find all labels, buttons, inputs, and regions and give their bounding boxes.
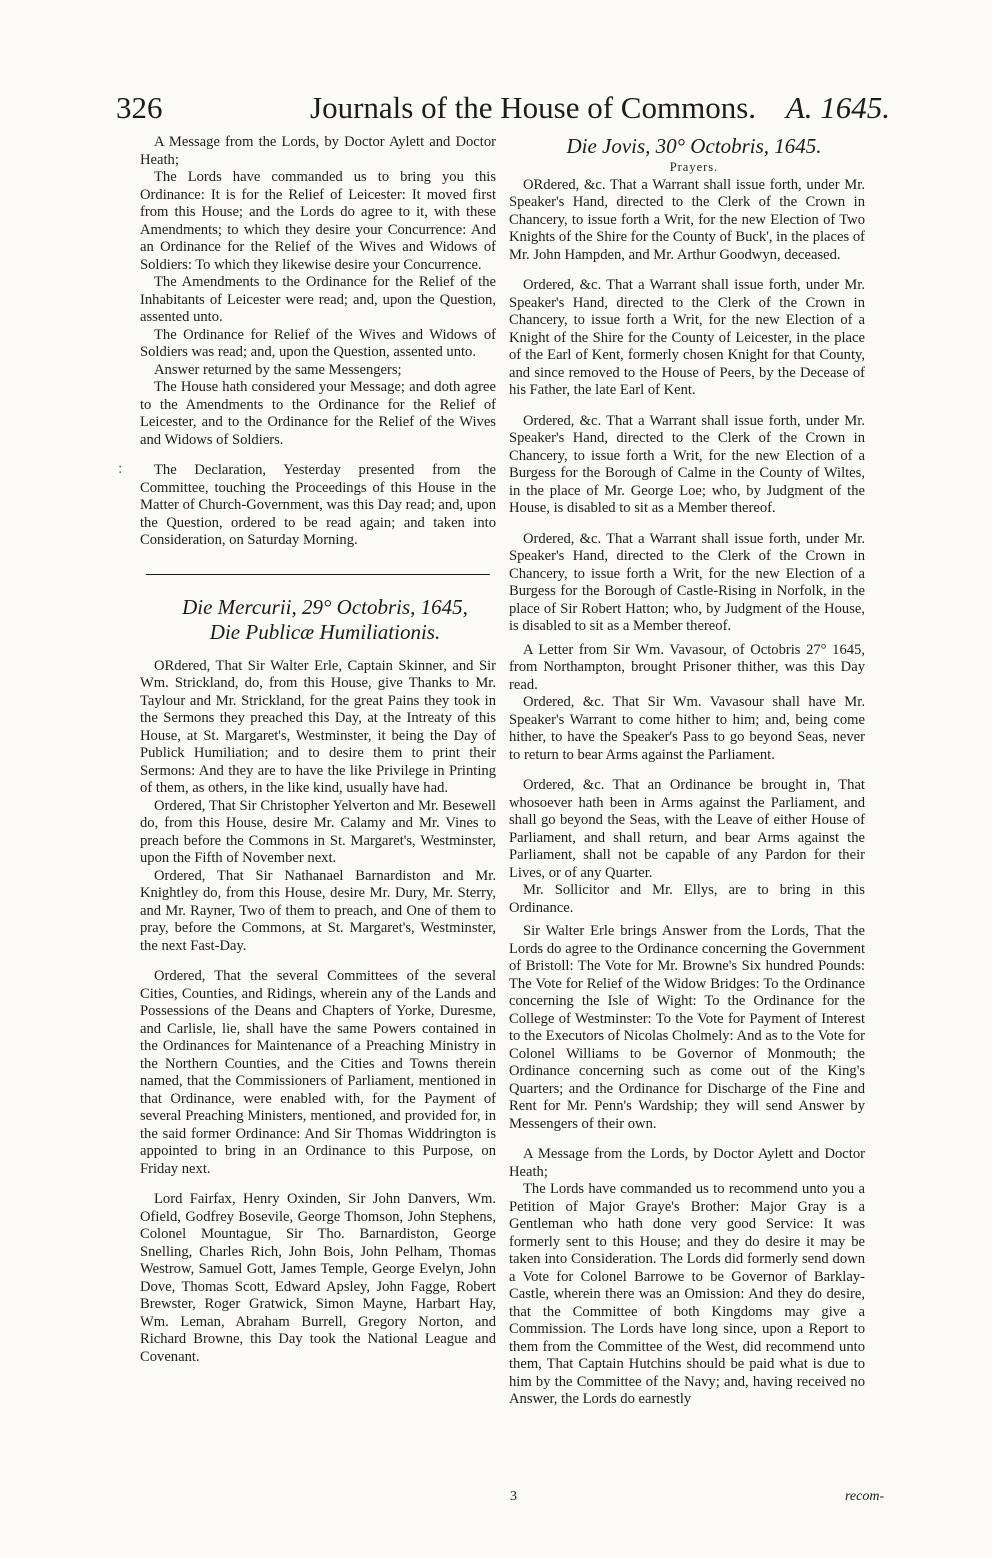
- paragraph: Mr. Sollicitor and Mr. Ellys, are to bring in this Ordinance.: [509, 882, 865, 916]
- right-column: [509, 134, 865, 1409]
- page-number: 326: [116, 90, 163, 125]
- paragraph: The Declaration, Yesterday presented from the Committee, touching the Proceedings of this House in the Matter of Church-Government, was this Day read; and, upon the Question, ordered to be read again; and taken into Consideration, on Saturday Morning.: [140, 462, 496, 548]
- paragraph: The Lords have commanded us to bring you this Ordinance: It is for the Relief of Leicester: It moved first from this House; and the Lords do agree to it, with these Amendments; to which they desire your Concurrence: And an Ordinance for the Relief of the Wives and Widows of Soldiers: To which they likewise desire your Concurrence.: [140, 169, 496, 273]
- paragraph: The Ordinance for Relief of the Wives and Widows of Soldiers was read; and, upon the Question, assented unto.: [140, 326, 496, 360]
- paragraph: ORdered, That Sir Walter Erle, Captain Skinner, and Sir Wm. Strickland, do, from this House, give Thanks to Mr. Taylour and Mr. Strickland, for the great Pains they took in the Sermons they preached this Day, at the Intreaty of this House, at St. Margaret's, Westminster, it being the Day of Publick Humiliation; and to desire them to print their Sermons: And they are to have the like Privilege in Printing of them, as others, in the like kind, usually have had.: [140, 657, 496, 796]
- running-header: [110, 88, 890, 136]
- section-divider: [146, 574, 490, 575]
- paragraph: Answer returned by the same Messengers;: [154, 361, 402, 378]
- paragraph: Ordered, &c. That a Warrant shall issue forth, under Mr. Speaker's Hand, directed to the Clerk of the Crown in Chancery, to issue forth a Writ, for the new Election of a Knight of the Shire for the County of Leicester, in the place of the Earl of Kent, formerly chosen Knight for that County, and since removed to the House of Peers, by the Decease of his Father, the late Earl of Kent.: [509, 277, 865, 398]
- day-subheading: Die Publicæ Humiliationis.: [209, 619, 441, 644]
- paragraph: Sir Walter Erle brings Answer from the Lords, That the Lords do agree to the Ordinance concerning the Government of Bristoll: The Vote for Mr. Browne's Six hundred Pounds: The Vote for Relief of the Widow Bridges: To the Ordinance concerning the Isle of Wight: To the Ordinance for the College of Westminster: To the Vote for Payment of Interest to the Executors of Nicolas Cholmely: And as to the Vote for Colonel Williams to be Governor of Monmouth; the Ordinance concerning such as come out of the King's Quarters; and the Ordinance for Discharge of the Fine and Rent for Mr. Penn's Wardship; they will send Answer by Messengers of their own.: [509, 923, 865, 1132]
- paragraph: Ordered, &c. That Sir Wm. Vavasour shall have Mr. Speaker's Warrant to come hither to him; and, being come hither, to have the Speaker's Pass to go beyond Seas, never to return to bear Arms against the Parliament.: [509, 694, 865, 763]
- paragraph: Ordered, That Sir Nathanael Barnardiston and Mr. Knightley do, from this House, desire Mr. Dury, Mr. Sterry, and Mr. Rayner, Two of them to preach, and One of them to pray, before the Commons, at St. Margaret's, Westminster, the next Fast-Day.: [140, 867, 496, 954]
- paragraph: Ordered, &c. That a Warrant shall issue forth, under Mr. Speaker's Hand, directed to the Clerk of the Crown in Chancery, to issue forth a Writ, for the new Election of a Burgess for the Borough of Castle-Rising in Norfolk, in the place of Sir Robert Hatton; who, by Judgment of the House, is disabled to sit as a Member thereof.: [509, 530, 865, 634]
- left-column: [140, 134, 496, 1366]
- paragraph: ORdered, &c. That a Warrant shall issue forth, under Mr. Speaker's Hand, directed to the Clerk of the Crown in Chancery, to issue forth a Writ, for the new Election of Two Knights of the Shire for the County of Buck', in the places of Mr. John Hampden, and Mr. Arthur Goodwyn, deceased.: [509, 176, 865, 263]
- paragraph: A Letter from Sir Wm. Vavasour, of Octobris 27° 1645, from Northampton, brought Prisoner thither, was this Day read.: [509, 641, 865, 693]
- journal-title: Journals of the House of Commons.: [310, 90, 757, 125]
- year-mark: A. 1645.: [785, 90, 890, 125]
- paragraph: The Amendments to the Ordinance for the Relief of the Inhabitants of Leicester were read; and, upon the Question, assented unto.: [140, 274, 496, 325]
- prayers-heading: Prayers.: [669, 160, 719, 174]
- margin-mark: :: [118, 460, 123, 477]
- paragraph: A Message from the Lords, by Doctor Aylett and Doctor Heath;: [140, 134, 496, 168]
- paragraph: Ordered, That the several Committees of the several Cities, Counties, and Ridings, wherein any of the Lands and Possessions of the Deans and Chapters of Yorke, Duresme, and Carlisle, lie, shall have the same Powers contained in the Ordinances for Maintenance of a Preaching Ministry in the Northern Counties, and the Cities and Towns therein named, that the Commissioners of Parliament, mentioned in that Ordinance, were enabled with, for the Payment of several Preaching Ministers, mentioned, and provided for, in the said former Ordinance: And Sir Thomas Widdrington is appointed to bring in an Ordinance to this Purpose, on Friday next.: [140, 968, 496, 1177]
- paragraph: A Message from the Lords, by Doctor Aylett and Doctor Heath;: [509, 1146, 865, 1180]
- paragraph: Lord Fairfax, Henry Oxinden, Sir John Danvers, Wm. Ofield, Godfrey Bosevile, George Thomson, John Stephens, Colonel Mountague, Sir Tho. Barnardiston, George Snelling, Charles Rich, John Bois, John Pelham, Thomas Westrow, Samuel Gott, James Temple, George Evelyn, John Dove, Thomas Scott, Edward Apsley, John Fagge, Robert Brewster, Roger Gratwick, Simon Mayne, Harbart Hay, Wm. Leman, Abraham Burrell, Gregory Norton, and Richard Browne, this Day took the National League and Covenant.: [140, 1191, 496, 1365]
- paragraph: The House hath considered your Message; and doth agree to the Amendments to the Ordinance for the Relief of Leicester, and to the Ordinance for the Relief of the Wives and Widows of Soldiers.: [140, 379, 496, 448]
- paragraph: Ordered, &c. That a Warrant shall issue forth, under Mr. Speaker's Hand, directed to the Clerk of the Crown in Chancery, to issue forth a Writ, for the new Election of a Burgess for the Borough of Calme in the County of Wiltes, in the place of Mr. George Loe; who, by Judgment of the House, is disabled to sit as a Member thereof.: [509, 412, 865, 516]
- day-heading: Die Mercurii, 29° Octobris, 1645,: [182, 594, 468, 619]
- paragraph: Ordered, &c. That an Ordinance be brought in, That whosoever hath been in Arms against the Parliament, and shall go beyond the Seas, with the Leave of either House of Parliament, and shall return, and bear Arms against the Parliament, shall not be capable of any Pardon for their Lives, or of any Quarter.: [509, 777, 865, 881]
- signature-mark: 3: [510, 1489, 517, 1504]
- paragraph: Ordered, That Sir Christopher Yelverton and Mr. Besewell do, from this House, desire Mr. Calamy and Mr. Vines to preach before the Commons in St. Margaret's, Westminster, upon the Fifth of November next.: [140, 797, 496, 866]
- catchword: recom-: [845, 1489, 885, 1504]
- day-heading: Die Jovis, 30° Octobris, 1645.: [566, 134, 822, 158]
- paragraph: The Lords have commanded us to recommend unto you a Petition of Major Graye's Brother: Major Gray is a Gentleman who hath done very good Service: It was formerly sent to this House; and they do desire it may be taken into Consideration. The Lords did formerly send down a Vote for Colonel Barrowe to be Governor of Barklay-Castle, wherein there was an Omission: And they do desire, that the Committee of both Kingdoms may give a Commission. The Lords have long since, upon a Report to them from the Committee of the West, did recommend unto them, That Captain Hutchins should be paid what is due to him by the Committee of the Navy; and, having received no Answer, the Lords do earnestly: [509, 1181, 865, 1407]
